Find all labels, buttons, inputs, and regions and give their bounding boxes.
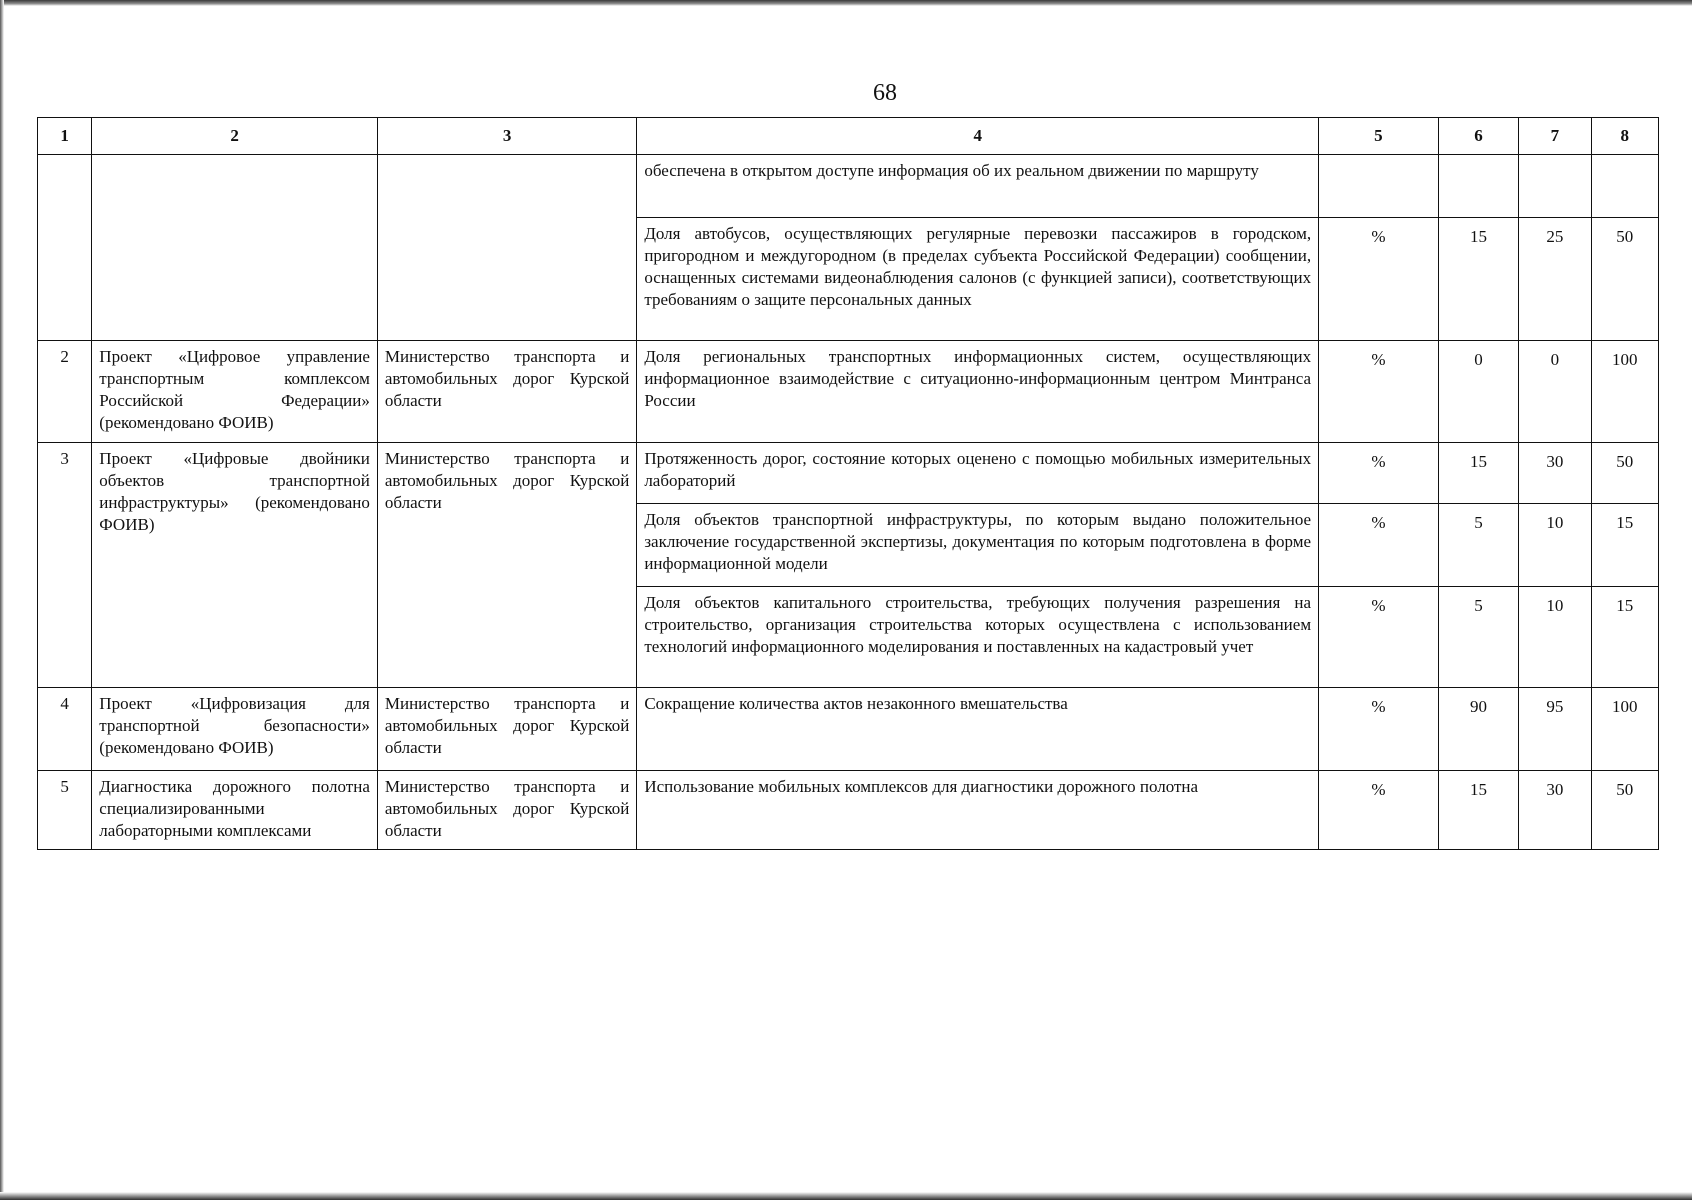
value-cell: 100 [1591, 688, 1658, 771]
value-cell: 5 [1438, 504, 1518, 587]
project-cell [92, 155, 378, 341]
unit-cell: % [1319, 771, 1439, 850]
executor-cell [377, 155, 636, 341]
value-cell: 15 [1591, 587, 1658, 688]
value-cell: 5 [1438, 587, 1518, 688]
indicator-cell: Протяженность дорог, состояние которых оценено с помощью мобильных измерительных лабораторий [637, 443, 1319, 504]
project-cell: Проект «Цифровизация для транспортной безопасности» (рекомендовано ФОИВ) [92, 688, 378, 771]
unit-cell: % [1319, 688, 1439, 771]
row-number-cell: 5 [38, 771, 92, 850]
value-cell: 15 [1591, 504, 1658, 587]
row-number-cell: 3 [38, 443, 92, 688]
value-cell: 10 [1519, 587, 1591, 688]
header-cell: 8 [1591, 118, 1658, 155]
indicators-table [37, 117, 1659, 850]
executor-cell: Министерство транспорта и автомобильных дорог Курской области [377, 443, 636, 688]
value-cell: 0 [1519, 341, 1591, 443]
unit-cell: % [1319, 587, 1439, 688]
value-cell: 0 [1438, 341, 1518, 443]
indicator-cell: Доля региональных транспортных информационных систем, осуществляющих информационное взаимодействие с ситуационно-информационным центром Минтранса России [637, 341, 1319, 443]
value-cell [1591, 155, 1658, 218]
indicator-cell: Доля объектов капитального строительства, требующих получения разрешения на строительство, организация строительства которых осуществлена с использованием технологий информационного моделирования и поставленных на кадастровый учет [637, 587, 1319, 688]
unit-cell: % [1319, 218, 1439, 341]
executor-cell: Министерство транспорта и автомобильных дорог Курской области [377, 771, 636, 850]
value-cell [1438, 155, 1518, 218]
header-cell: 5 [1319, 118, 1439, 155]
indicator-cell: обеспечена в открытом доступе информация об их реальном движении по маршруту [637, 155, 1319, 218]
table-row [38, 341, 1659, 443]
value-cell: 50 [1591, 218, 1658, 341]
header-cell: 3 [377, 118, 636, 155]
row-number-cell [38, 155, 92, 341]
value-cell: 25 [1519, 218, 1591, 341]
project-cell: Проект «Цифровое управление транспортным комплексом Российской Федерации» (рекомендовано ФОИВ) [92, 341, 378, 443]
unit-cell: % [1319, 504, 1439, 587]
unit-cell: % [1319, 443, 1439, 504]
executor-cell: Министерство транспорта и автомобильных дорог Курской области [377, 341, 636, 443]
value-cell: 50 [1591, 443, 1658, 504]
header-cell: 1 [38, 118, 92, 155]
value-cell: 15 [1438, 443, 1518, 504]
value-cell: 95 [1519, 688, 1591, 771]
table-row [38, 155, 1659, 218]
indicator-cell: Сокращение количества актов незаконного вмешательства [637, 688, 1319, 771]
row-number-cell: 2 [38, 341, 92, 443]
executor-cell: Министерство транспорта и автомобильных дорог Курской области [377, 688, 636, 771]
header-cell: 6 [1438, 118, 1518, 155]
scan-edge-left [0, 0, 4, 1200]
unit-cell: % [1319, 341, 1439, 443]
unit-cell [1319, 155, 1439, 218]
header-row [38, 118, 1659, 155]
value-cell: 90 [1438, 688, 1518, 771]
scan-edge-top [0, 0, 1692, 6]
header-cell: 4 [637, 118, 1319, 155]
table-row [38, 443, 1659, 504]
page-number: 68 [873, 80, 897, 106]
value-cell [1519, 155, 1591, 218]
indicator-cell: Доля объектов транспортной инфраструктуры, по которым выдано положительное заключение государственной экспертизы, документация по которым подготовлена в форме информационной модели [637, 504, 1319, 587]
row-number-cell: 4 [38, 688, 92, 771]
project-cell: Диагностика дорожного полотна специализированными лабораторными комплексами [92, 771, 378, 850]
table-row [38, 771, 1659, 850]
value-cell: 10 [1519, 504, 1591, 587]
value-cell: 30 [1519, 443, 1591, 504]
scan-edge-bottom [0, 1192, 1692, 1200]
value-cell: 30 [1519, 771, 1591, 850]
indicator-cell: Доля автобусов, осуществляющих регулярные перевозки пассажиров в городском, пригородном и междугородном (в пределах субъекта Российской Федерации) сообщении, оснащенных системами видеонаблюдения салонов (с функцией записи), соответствующих требованиям о защите персональных данных [637, 218, 1319, 341]
value-cell: 100 [1591, 341, 1658, 443]
value-cell: 15 [1438, 218, 1518, 341]
indicator-cell: Использование мобильных комплексов для диагностики дорожного полотна [637, 771, 1319, 850]
project-cell: Проект «Цифровые двойники объектов транспортной инфраструктуры» (рекомендовано ФОИВ) [92, 443, 378, 688]
value-cell: 50 [1591, 771, 1658, 850]
table-row [38, 688, 1659, 771]
value-cell: 15 [1438, 771, 1518, 850]
header-cell: 7 [1519, 118, 1591, 155]
header-cell: 2 [92, 118, 378, 155]
